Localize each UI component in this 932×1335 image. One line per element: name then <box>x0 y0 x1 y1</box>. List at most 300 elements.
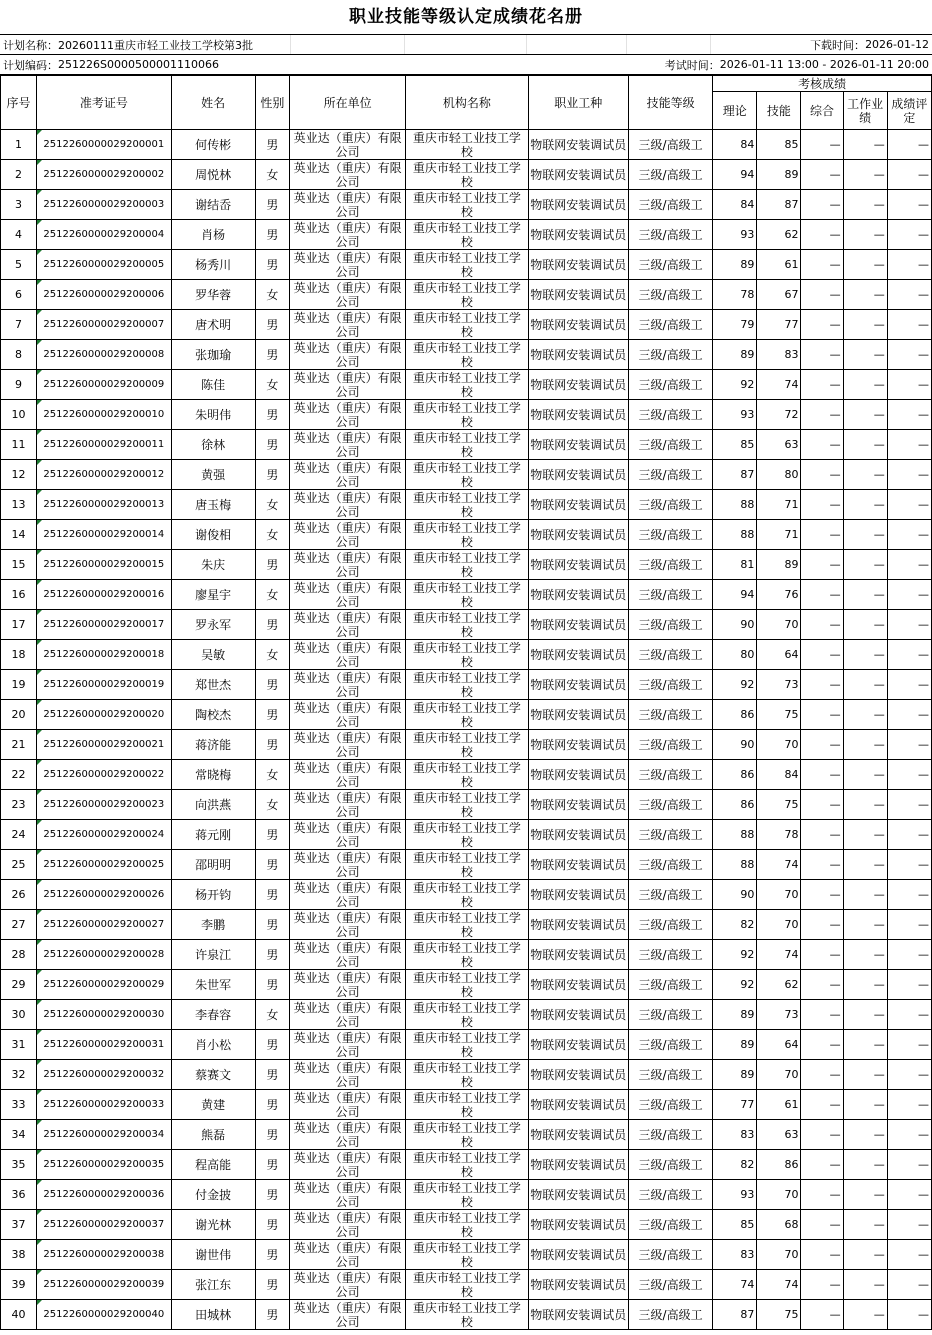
row-cert-no: 2512260000029200037 <box>37 1210 171 1240</box>
row-cert-no: 2512260000029200019 <box>37 670 171 700</box>
row-level: 三级/高级工 <box>628 1030 712 1060</box>
row-cert-no: 2512260000029200010 <box>37 400 171 430</box>
row-theory-score: 80 <box>713 640 757 670</box>
row-name: 李鹏 <box>171 910 255 940</box>
row-org: 重庆市轻工业技工学校 <box>406 850 528 880</box>
row-name: 周悦林 <box>171 160 255 190</box>
row-seq: 26 <box>1 880 37 910</box>
row-cert-no: 2512260000029200002 <box>37 160 171 190</box>
row-unit: 英业达（重庆）有限公司 <box>289 460 405 490</box>
row-theory-score: 90 <box>713 610 757 640</box>
row-gender: 男 <box>255 1210 289 1240</box>
row-gender: 男 <box>255 910 289 940</box>
row-overall-score: — <box>801 340 843 370</box>
row-unit: 英业达（重庆）有限公司 <box>289 1030 405 1060</box>
header-eval: 成绩评定 <box>887 92 931 130</box>
row-gender: 女 <box>255 160 289 190</box>
row-occupation: 物联网安装调试员 <box>528 850 628 880</box>
header-seq: 序号 <box>1 76 37 130</box>
table-row <box>1 730 932 760</box>
row-org: 重庆市轻工业技工学校 <box>406 640 528 670</box>
table-row <box>1 310 932 340</box>
row-occupation: 物联网安装调试员 <box>528 1150 628 1180</box>
row-level: 三级/高级工 <box>628 460 712 490</box>
plan-code-value: 251226S0000500001110066 <box>58 58 219 71</box>
row-occupation: 物联网安装调试员 <box>528 280 628 310</box>
table-row <box>1 490 932 520</box>
row-cert-no: 2512260000029200012 <box>37 460 171 490</box>
table-row <box>1 220 932 250</box>
row-skill-score: 76 <box>757 580 801 610</box>
row-overall-score: — <box>801 1270 843 1300</box>
row-seq: 3 <box>1 190 37 220</box>
row-org: 重庆市轻工业技工学校 <box>406 190 528 220</box>
row-theory-score: 86 <box>713 700 757 730</box>
row-unit: 英业达（重庆）有限公司 <box>289 1060 405 1090</box>
row-cert-no: 2512260000029200025 <box>37 850 171 880</box>
table-row <box>1 130 932 160</box>
row-gender: 男 <box>255 1060 289 1090</box>
row-cert-no: 2512260000029200013 <box>37 490 171 520</box>
row-name: 蒋元刚 <box>171 820 255 850</box>
row-gender: 男 <box>255 220 289 250</box>
row-name: 吴敏 <box>171 640 255 670</box>
row-theory-score: 81 <box>713 550 757 580</box>
row-unit: 英业达（重庆）有限公司 <box>289 1120 405 1150</box>
row-level: 三级/高级工 <box>628 220 712 250</box>
row-eval-score: — <box>887 1270 931 1300</box>
row-occupation: 物联网安装调试员 <box>528 430 628 460</box>
row-eval-score: — <box>887 1060 931 1090</box>
row-occupation: 物联网安装调试员 <box>528 700 628 730</box>
row-overall-score: — <box>801 820 843 850</box>
row-work-score: — <box>843 1210 887 1240</box>
row-skill-score: 67 <box>757 280 801 310</box>
row-org: 重庆市轻工业技工学校 <box>406 340 528 370</box>
row-eval-score: — <box>887 940 931 970</box>
row-seq: 21 <box>1 730 37 760</box>
row-name: 黄建 <box>171 1090 255 1120</box>
row-seq: 40 <box>1 1300 37 1330</box>
row-overall-score: — <box>801 550 843 580</box>
row-overall-score: — <box>801 1120 843 1150</box>
row-eval-score: — <box>887 1090 931 1120</box>
row-skill-score: 84 <box>757 760 801 790</box>
row-cert-no: 2512260000029200020 <box>37 700 171 730</box>
row-org: 重庆市轻工业技工学校 <box>406 430 528 460</box>
plan-name-value: 20260111重庆市轻工业技工学校第3批 <box>58 38 253 52</box>
row-seq: 36 <box>1 1180 37 1210</box>
row-seq: 24 <box>1 820 37 850</box>
header-level: 技能等级 <box>628 76 712 130</box>
row-unit: 英业达（重庆）有限公司 <box>289 670 405 700</box>
row-cert-no: 2512260000029200040 <box>37 1300 171 1330</box>
plan-code-label: 计划编码： <box>3 58 58 72</box>
row-skill-score: 83 <box>757 340 801 370</box>
row-unit: 英业达（重庆）有限公司 <box>289 1090 405 1120</box>
row-occupation: 物联网安装调试员 <box>528 220 628 250</box>
row-occupation: 物联网安装调试员 <box>528 790 628 820</box>
row-name: 田城林 <box>171 1300 255 1330</box>
row-level: 三级/高级工 <box>628 610 712 640</box>
row-level: 三级/高级工 <box>628 340 712 370</box>
row-name: 熊磊 <box>171 1120 255 1150</box>
row-theory-score: 89 <box>713 250 757 280</box>
row-overall-score: — <box>801 940 843 970</box>
row-seq: 9 <box>1 370 37 400</box>
row-overall-score: — <box>801 880 843 910</box>
row-name: 肖杨 <box>171 220 255 250</box>
row-org: 重庆市轻工业技工学校 <box>406 970 528 1000</box>
header-gender: 性别 <box>255 76 289 130</box>
row-level: 三级/高级工 <box>628 250 712 280</box>
row-level: 三级/高级工 <box>628 1210 712 1240</box>
row-work-score: — <box>843 160 887 190</box>
table-row <box>1 1120 932 1150</box>
row-level: 三级/高级工 <box>628 1240 712 1270</box>
row-occupation: 物联网安装调试员 <box>528 1060 628 1090</box>
row-theory-score: 89 <box>713 1000 757 1030</box>
row-gender: 男 <box>255 1240 289 1270</box>
row-skill-score: 64 <box>757 640 801 670</box>
row-level: 三级/高级工 <box>628 850 712 880</box>
row-org: 重庆市轻工业技工学校 <box>406 400 528 430</box>
row-skill-score: 70 <box>757 910 801 940</box>
row-occupation: 物联网安装调试员 <box>528 970 628 1000</box>
row-seq: 39 <box>1 1270 37 1300</box>
row-eval-score: — <box>887 700 931 730</box>
row-overall-score: — <box>801 430 843 460</box>
row-theory-score: 86 <box>713 790 757 820</box>
row-skill-score: 70 <box>757 1240 801 1270</box>
row-seq: 30 <box>1 1000 37 1030</box>
row-cert-no: 2512260000029200035 <box>37 1150 171 1180</box>
row-unit: 英业达（重庆）有限公司 <box>289 940 405 970</box>
row-eval-score: — <box>887 1120 931 1150</box>
row-seq: 38 <box>1 1240 37 1270</box>
row-gender: 男 <box>255 850 289 880</box>
row-overall-score: — <box>801 790 843 820</box>
row-work-score: — <box>843 1300 887 1330</box>
row-theory-score: 89 <box>713 1030 757 1060</box>
table-row <box>1 280 932 310</box>
download-time-value: 2026-01-12 <box>865 38 929 51</box>
table-row <box>1 370 932 400</box>
header-theory: 理论 <box>713 92 757 130</box>
row-unit: 英业达（重庆）有限公司 <box>289 1150 405 1180</box>
row-skill-score: 71 <box>757 490 801 520</box>
row-skill-score: 73 <box>757 1000 801 1030</box>
row-overall-score: — <box>801 1150 843 1180</box>
row-unit: 英业达（重庆）有限公司 <box>289 130 405 160</box>
row-theory-score: 92 <box>713 370 757 400</box>
row-occupation: 物联网安装调试员 <box>528 1180 628 1210</box>
row-theory-score: 85 <box>713 1210 757 1240</box>
row-overall-score: — <box>801 190 843 220</box>
row-gender: 男 <box>255 940 289 970</box>
row-eval-score: — <box>887 970 931 1000</box>
plan-info-row <box>0 35 932 55</box>
row-unit: 英业达（重庆）有限公司 <box>289 790 405 820</box>
row-seq: 5 <box>1 250 37 280</box>
row-name: 蒋济能 <box>171 730 255 760</box>
row-skill-score: 63 <box>757 430 801 460</box>
header-skill: 技能 <box>757 92 801 130</box>
header-unit: 所在单位 <box>289 76 405 130</box>
header-name: 姓名 <box>171 76 255 130</box>
row-name: 唐术明 <box>171 310 255 340</box>
row-org: 重庆市轻工业技工学校 <box>406 940 528 970</box>
row-eval-score: — <box>887 310 931 340</box>
row-work-score: — <box>843 1270 887 1300</box>
row-eval-score: — <box>887 190 931 220</box>
row-org: 重庆市轻工业技工学校 <box>406 670 528 700</box>
row-name: 蔡赛文 <box>171 1060 255 1090</box>
row-org: 重庆市轻工业技工学校 <box>406 1270 528 1300</box>
row-level: 三级/高级工 <box>628 880 712 910</box>
row-seq: 37 <box>1 1210 37 1240</box>
row-unit: 英业达（重庆）有限公司 <box>289 280 405 310</box>
row-gender: 男 <box>255 1180 289 1210</box>
row-cert-no: 2512260000029200036 <box>37 1180 171 1210</box>
row-cert-no: 2512260000029200039 <box>37 1270 171 1300</box>
row-theory-score: 77 <box>713 1090 757 1120</box>
row-work-score: — <box>843 1090 887 1120</box>
row-cert-no: 2512260000029200018 <box>37 640 171 670</box>
row-gender: 男 <box>255 550 289 580</box>
row-seq: 20 <box>1 700 37 730</box>
table-row <box>1 250 932 280</box>
row-theory-score: 84 <box>713 190 757 220</box>
row-level: 三级/高级工 <box>628 970 712 1000</box>
row-theory-score: 92 <box>713 940 757 970</box>
row-occupation: 物联网安装调试员 <box>528 1090 628 1120</box>
row-theory-score: 83 <box>713 1120 757 1150</box>
row-eval-score: — <box>887 1300 931 1330</box>
row-occupation: 物联网安装调试员 <box>528 580 628 610</box>
row-unit: 英业达（重庆）有限公司 <box>289 970 405 1000</box>
row-level: 三级/高级工 <box>628 430 712 460</box>
exam-time-label: 考试时间： <box>664 58 720 72</box>
row-name: 朱明伟 <box>171 400 255 430</box>
row-name: 黄强 <box>171 460 255 490</box>
row-level: 三级/高级工 <box>628 1180 712 1210</box>
row-org: 重庆市轻工业技工学校 <box>406 1120 528 1150</box>
row-theory-score: 79 <box>713 310 757 340</box>
header-occupation: 职业工种 <box>528 76 628 130</box>
row-name: 徐林 <box>171 430 255 460</box>
plan-code-row <box>0 55 932 75</box>
row-unit: 英业达（重庆）有限公司 <box>289 880 405 910</box>
row-org: 重庆市轻工业技工学校 <box>406 160 528 190</box>
row-occupation: 物联网安装调试员 <box>528 1300 628 1330</box>
row-level: 三级/高级工 <box>628 1270 712 1300</box>
row-org: 重庆市轻工业技工学校 <box>406 520 528 550</box>
row-cert-no: 2512260000029200026 <box>37 880 171 910</box>
row-occupation: 物联网安装调试员 <box>528 160 628 190</box>
row-theory-score: 84 <box>713 130 757 160</box>
row-eval-score: — <box>887 130 931 160</box>
row-skill-score: 87 <box>757 190 801 220</box>
row-theory-score: 89 <box>713 340 757 370</box>
row-eval-score: — <box>887 910 931 940</box>
row-name: 廖星宇 <box>171 580 255 610</box>
row-unit: 英业达（重庆）有限公司 <box>289 1180 405 1210</box>
row-skill-score: 80 <box>757 460 801 490</box>
row-unit: 英业达（重庆）有限公司 <box>289 730 405 760</box>
row-theory-score: 78 <box>713 280 757 310</box>
row-cert-no: 2512260000029200023 <box>37 790 171 820</box>
table-row <box>1 850 932 880</box>
row-unit: 英业达（重庆）有限公司 <box>289 220 405 250</box>
row-eval-score: — <box>887 880 931 910</box>
row-org: 重庆市轻工业技工学校 <box>406 490 528 520</box>
row-level: 三级/高级工 <box>628 1090 712 1120</box>
row-cert-no: 2512260000029200028 <box>37 940 171 970</box>
row-work-score: — <box>843 130 887 160</box>
row-eval-score: — <box>887 280 931 310</box>
row-org: 重庆市轻工业技工学校 <box>406 1000 528 1030</box>
row-org: 重庆市轻工业技工学校 <box>406 910 528 940</box>
table-row <box>1 760 932 790</box>
row-name: 向洪燕 <box>171 790 255 820</box>
row-gender: 女 <box>255 640 289 670</box>
row-gender: 男 <box>255 250 289 280</box>
row-work-score: — <box>843 730 887 760</box>
row-overall-score: — <box>801 490 843 520</box>
row-unit: 英业达（重庆）有限公司 <box>289 910 405 940</box>
row-eval-score: — <box>887 1030 931 1060</box>
row-cert-no: 2512260000029200027 <box>37 910 171 940</box>
row-unit: 英业达（重庆）有限公司 <box>289 610 405 640</box>
row-eval-score: — <box>887 430 931 460</box>
row-gender: 男 <box>255 880 289 910</box>
row-occupation: 物联网安装调试员 <box>528 1030 628 1060</box>
header-cert-no: 准考证号 <box>37 76 171 130</box>
row-theory-score: 88 <box>713 820 757 850</box>
row-eval-score: — <box>887 790 931 820</box>
row-name: 张珈瑜 <box>171 340 255 370</box>
row-gender: 男 <box>255 310 289 340</box>
row-skill-score: 77 <box>757 310 801 340</box>
row-eval-score: — <box>887 640 931 670</box>
row-cert-no: 2512260000029200030 <box>37 1000 171 1030</box>
row-skill-score: 68 <box>757 1210 801 1240</box>
row-skill-score: 75 <box>757 1300 801 1330</box>
row-cert-no: 2512260000029200004 <box>37 220 171 250</box>
row-seq: 33 <box>1 1090 37 1120</box>
row-eval-score: — <box>887 1150 931 1180</box>
row-work-score: — <box>843 700 887 730</box>
row-name: 杨开钧 <box>171 880 255 910</box>
row-eval-score: — <box>887 730 931 760</box>
row-gender: 男 <box>255 970 289 1000</box>
row-skill-score: 61 <box>757 250 801 280</box>
row-occupation: 物联网安装调试员 <box>528 820 628 850</box>
row-gender: 男 <box>255 130 289 160</box>
row-overall-score: — <box>801 730 843 760</box>
row-work-score: — <box>843 490 887 520</box>
row-name: 唐玉梅 <box>171 490 255 520</box>
row-seq: 10 <box>1 400 37 430</box>
row-org: 重庆市轻工业技工学校 <box>406 880 528 910</box>
row-overall-score: — <box>801 760 843 790</box>
row-work-score: — <box>843 190 887 220</box>
table-row <box>1 190 932 220</box>
table-row <box>1 580 932 610</box>
row-seq: 35 <box>1 1150 37 1180</box>
row-level: 三级/高级工 <box>628 790 712 820</box>
row-eval-score: — <box>887 1180 931 1210</box>
row-overall-score: — <box>801 1000 843 1030</box>
row-skill-score: 62 <box>757 220 801 250</box>
row-theory-score: 87 <box>713 1300 757 1330</box>
row-skill-score: 89 <box>757 160 801 190</box>
row-unit: 英业达（重庆）有限公司 <box>289 430 405 460</box>
row-org: 重庆市轻工业技工学校 <box>406 1300 528 1330</box>
row-name: 张江东 <box>171 1270 255 1300</box>
row-overall-score: — <box>801 280 843 310</box>
row-cert-no: 2512260000029200022 <box>37 760 171 790</box>
row-level: 三级/高级工 <box>628 1300 712 1330</box>
row-occupation: 物联网安装调试员 <box>528 880 628 910</box>
row-seq: 1 <box>1 130 37 160</box>
row-name: 罗永军 <box>171 610 255 640</box>
table-row <box>1 340 932 370</box>
table-row <box>1 1210 932 1240</box>
row-work-score: — <box>843 400 887 430</box>
row-cert-no: 2512260000029200024 <box>37 820 171 850</box>
row-theory-score: 90 <box>713 880 757 910</box>
row-work-score: — <box>843 1060 887 1090</box>
row-occupation: 物联网安装调试员 <box>528 910 628 940</box>
row-org: 重庆市轻工业技工学校 <box>406 760 528 790</box>
row-org: 重庆市轻工业技工学校 <box>406 370 528 400</box>
row-unit: 英业达（重庆）有限公司 <box>289 820 405 850</box>
row-seq: 7 <box>1 310 37 340</box>
row-unit: 英业达（重庆）有限公司 <box>289 520 405 550</box>
row-occupation: 物联网安装调试员 <box>528 520 628 550</box>
row-name: 杨秀川 <box>171 250 255 280</box>
row-theory-score: 92 <box>713 970 757 1000</box>
row-org: 重庆市轻工业技工学校 <box>406 700 528 730</box>
row-eval-score: — <box>887 460 931 490</box>
row-org: 重庆市轻工业技工学校 <box>406 310 528 340</box>
row-cert-no: 2512260000029200038 <box>37 1240 171 1270</box>
row-skill-score: 64 <box>757 1030 801 1060</box>
row-work-score: — <box>843 310 887 340</box>
row-unit: 英业达（重庆）有限公司 <box>289 190 405 220</box>
row-work-score: — <box>843 340 887 370</box>
row-seq: 28 <box>1 940 37 970</box>
row-level: 三级/高级工 <box>628 1000 712 1030</box>
row-gender: 男 <box>255 190 289 220</box>
row-level: 三级/高级工 <box>628 580 712 610</box>
row-occupation: 物联网安装调试员 <box>528 130 628 160</box>
row-overall-score: — <box>801 130 843 160</box>
row-gender: 女 <box>255 280 289 310</box>
row-seq: 32 <box>1 1060 37 1090</box>
row-eval-score: — <box>887 1000 931 1030</box>
row-work-score: — <box>843 280 887 310</box>
row-cert-no: 2512260000029200005 <box>37 250 171 280</box>
row-work-score: — <box>843 1150 887 1180</box>
row-theory-score: 89 <box>713 1060 757 1090</box>
row-overall-score: — <box>801 700 843 730</box>
row-overall-score: — <box>801 400 843 430</box>
row-eval-score: — <box>887 1210 931 1240</box>
table-row <box>1 430 932 460</box>
